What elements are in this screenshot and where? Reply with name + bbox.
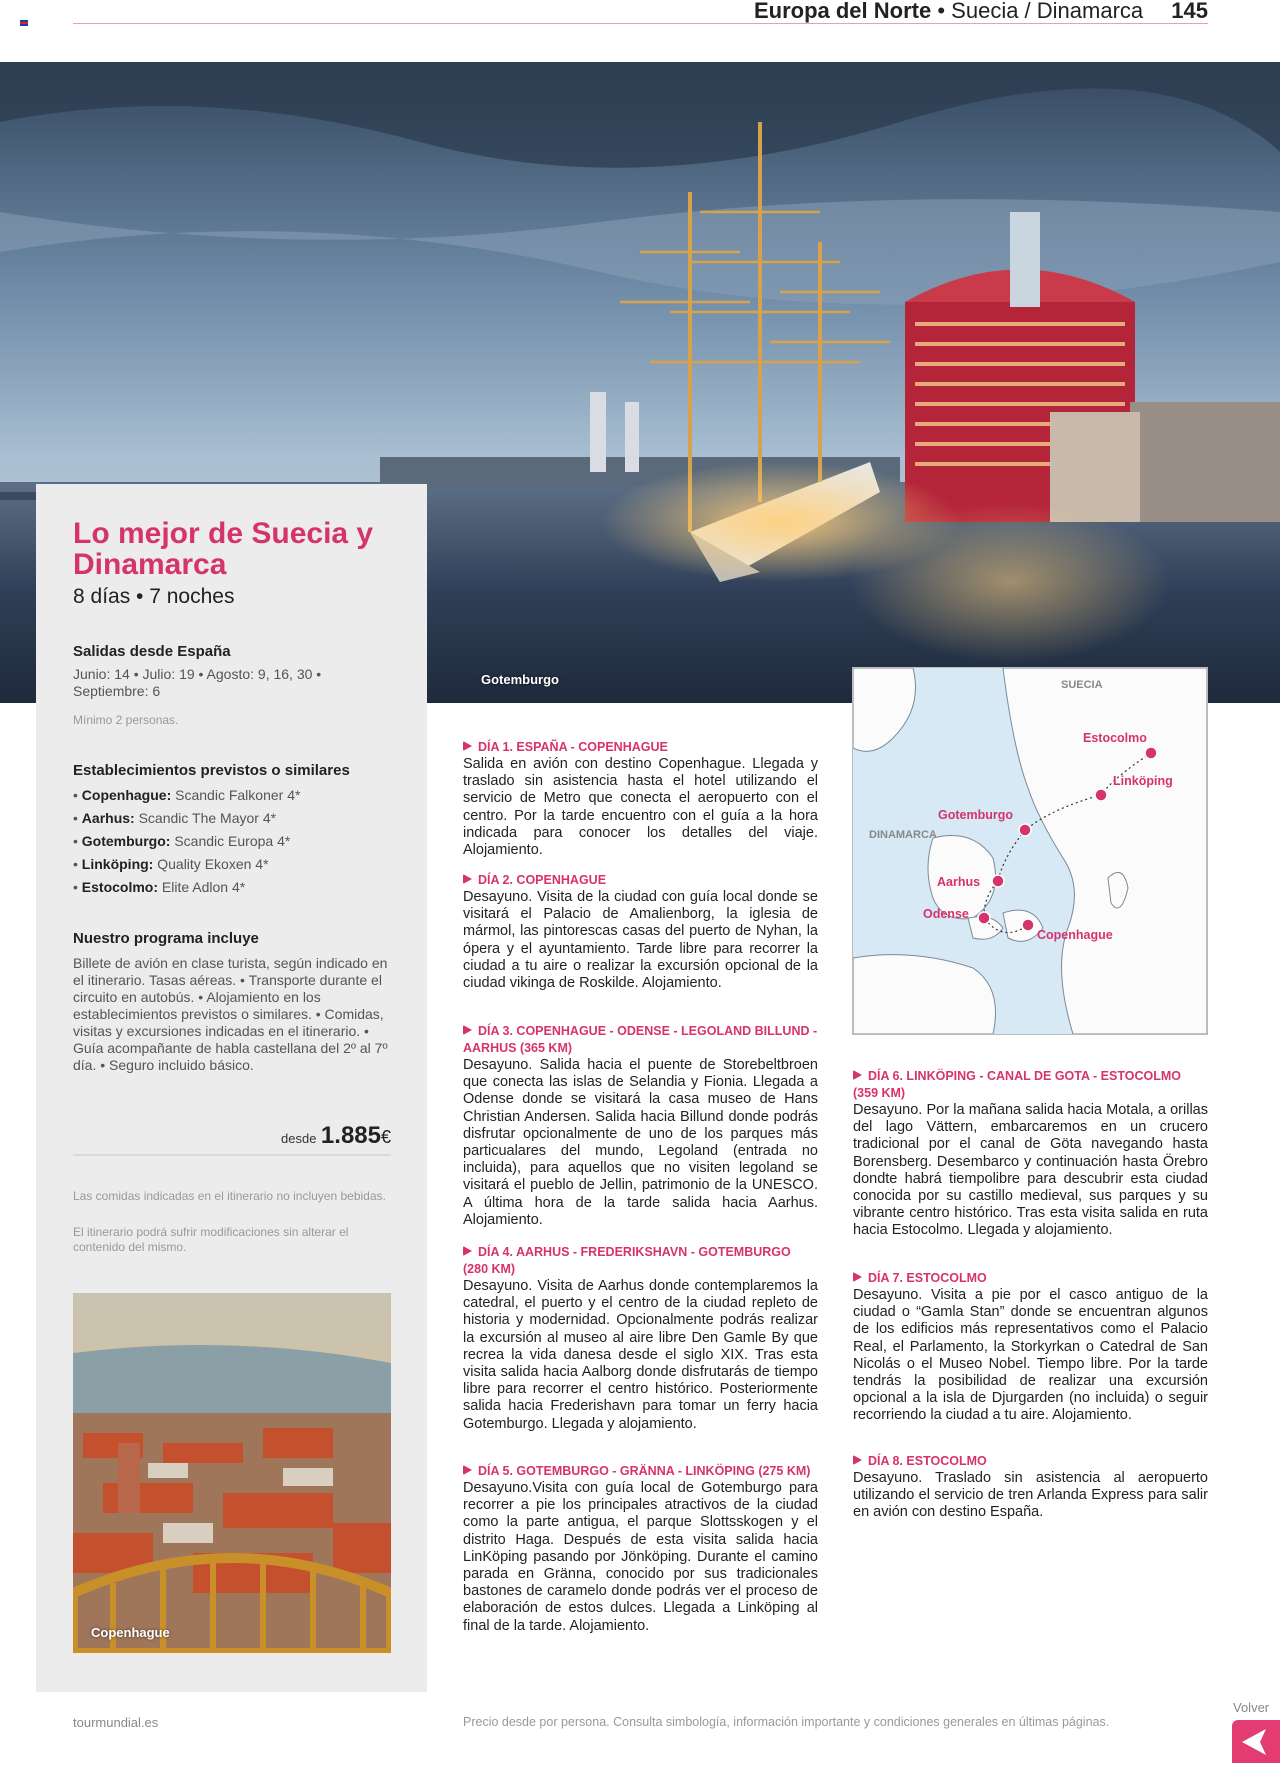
bullet-icon (853, 1070, 862, 1080)
note-meals: Las comidas indicadas en el itinerario no incluyen bebidas. (73, 1189, 386, 1203)
map-marker-gotemburgo (1019, 824, 1031, 836)
map-city-aarhus: Aarhus (937, 875, 981, 889)
day-title: DÍA 3. COPENHAGUE - ODENSE - LEGOLAND BILLUND - AARHUS (365 KM) (463, 1024, 818, 1055)
bullet-icon (463, 874, 472, 884)
map-city-gotemburgo: Gotemburgo (938, 808, 1013, 822)
list-item: • Estocolmo: Elite Adlon 4* (73, 879, 246, 895)
route-map (852, 667, 1208, 1035)
itinerary-day-5 (463, 1463, 818, 1635)
flag-icon (20, 20, 28, 26)
map-graphic (853, 668, 1207, 1034)
day-title: DÍA 6. LINKÖPING - CANAL DE GOTA - ESTOCOLMO (359 KM) (853, 1069, 1181, 1100)
day-title: DÍA 5. GOTEMBURGO - GRÄNNA - LINKÖPING (275 KM) (463, 1463, 818, 1480)
bullet-icon (463, 741, 472, 751)
footer-disclaimer: Precio desde por persona. Consulta simbología, información importante y condiciones generales en últimas páginas. (463, 1715, 1110, 1729)
bullet-icon (463, 1025, 472, 1035)
list-item: • Aarhus: Scandic The Mayor 4* (73, 810, 277, 826)
list-item: • Linköping: Quality Ekoxen 4* (73, 856, 269, 872)
bullet-icon (463, 1246, 472, 1256)
header-countries: Suecia / Dinamarca (951, 0, 1144, 23)
page-number: 145 (1171, 0, 1208, 23)
map-marker-estocolmo (1145, 747, 1157, 759)
map-city-odense: Odense (923, 907, 969, 921)
day-title: DÍA 7. ESTOCOLMO (853, 1270, 1208, 1287)
price-row (73, 1122, 391, 1156)
day-text: Desayuno.Visita con guía local de Gotemburgo para recorrer a pie los principales atractivos de la ciudad como la parte antigua, el parque Slottsskogen y el distrito Haga. Después de esta visita salida hacia LinKöping pasando por Jönköping. Durante el camino parada en Gränna, conocido por sus tradicionales bastones de caramelo donde podrás ver el proceso de elaboración de estos dulces. Llegada a Linköping al final de la tarde. Alojamiento. (463, 1480, 818, 1634)
day-title: DÍA 4. AARHUS - FREDERIKSHAVN - GOTEMBURGO (280 KM) (463, 1245, 791, 1276)
itinerary-day-1 (463, 739, 818, 859)
back-button[interactable] (1232, 1720, 1280, 1763)
day-text: Desayuno. Traslado sin asistencia al aeropuerto utilizando el servicio de tren Arlanda Express para salir en avión con destino España. (853, 1470, 1208, 1521)
price-label: desde (281, 1131, 317, 1146)
day-text: Salida en avión con destino Copenhague. Llegada y traslado sin asistencia hasta el hotel utilizando el servicio de Metro que conecta el aeropuerto con el centro. Por la tarde encuentro con el guía a la hora indicada para conocer los detalles del viaje. Alojamiento. (463, 756, 818, 859)
footer-website[interactable]: tourmundial.es (73, 1715, 159, 1730)
day-title: DÍA 2. COPENHAGUE (463, 872, 818, 889)
bullet-icon (853, 1455, 862, 1465)
day-text: Desayuno. Salida hacia el puente de Storebeltbroen que conecta las islas de Selandia y Fionia. Llegada a Odense donde se visitará la casa museo de Hans Christian Andersen. Salida hacia Billund donde podrás disfrutar opcionalmente de uno de los parques más particualares del mundo, Legoland (entrada no incluida), para aquellos que no visiten legoland se visitará el pueblo de Jellin, patrimonio de la UNESCO. A última hora de la tarde salida hacia Aarhus. Alojamiento. (463, 1057, 818, 1228)
map-label-dinamarca: DINAMARCA (869, 829, 937, 841)
includes-text: Billete de avión en clase turista, según indicado en el itinerario. Tasas aéreas. • Transporte durante el circuito en autobús. • Alojamiento en los establecimientos previstos o similares. • Comidas, visitas y excursiones indicadas en el itinerario. • Guía acompañante de habla castellana del 2º al 7º día. • Seguro incluido básico. (73, 955, 388, 1073)
trip-title: Lo mejor de Suecia y Dinamarca (73, 517, 374, 581)
map-city-copenhague: Copenhague (1037, 928, 1113, 942)
bullet-icon (463, 1465, 472, 1475)
header-region: Europa del Norte (753, 0, 932, 23)
price-value: 1.885 (320, 1122, 381, 1149)
minimum-persons: Mínimo 2 personas. (73, 713, 179, 727)
day-title: DÍA 1. ESPAÑA - COPENHAGUE (463, 739, 818, 756)
day-text: Desayuno. Visita de Aarhus donde contemplaremos la catedral, el puerto y el centro de la ciudad repleto de historia y modernidad. Opcionalmente podrás realizar la excursión al museo al aire libre Den Gamle By que recrea la vida danesa desde el siglo XIX. Tras esta visita salida hacia Aalborg donde disfrutarás de tiempo libre para recorrer el centro histórico. Posteriormente salida hacia Frederishavn para tomar un ferry hacia Gotemburgo. Llegada y alojamiento. (463, 1278, 818, 1432)
map-city-linkoping: Linköping (1113, 774, 1173, 788)
departures-heading: Salidas desde España (73, 643, 231, 660)
hero-caption: Gotemburgo (481, 672, 559, 687)
list-item: • Copenhague: Scandic Falkoner 4* (73, 787, 301, 803)
map-marker-odense (978, 912, 990, 924)
copenhagen-photo (73, 1293, 391, 1653)
map-label-suecia: SUECIA (1061, 679, 1103, 691)
back-label[interactable]: Volver (1233, 1700, 1270, 1715)
trip-duration: 8 días • 7 noches (73, 585, 235, 608)
departures-dates: Junio: 14 • Julio: 19 • Agosto: 9, 16, 30 • Septiembre: 6 (73, 666, 322, 699)
includes-heading: Nuestro programa incluye (73, 930, 259, 947)
day-title: DÍA 8. ESTOCOLMO (853, 1453, 1208, 1470)
itinerary-day-7 (853, 1270, 1208, 1425)
note-itinerary: El itinerario podrá sufrir modificaciones sin alterar el contenido del mismo. (73, 1225, 349, 1254)
map-marker-aarhus (992, 875, 1004, 887)
itinerary-day-3 (463, 1023, 818, 1229)
map-marker-linkoping (1095, 789, 1107, 801)
day-text: Desayuno. Por la mañana salida hacia Motala, a orillas del lago Vättern, embarcaremos en un crucero tradicional por el canal de Göta navegando hasta Borensberg. Desembarco y continuación hasta Örebro dondte habrá tiempolibre para descubrir esta ciudad conocida por su castillo medieval, sus parques y su vibrante centro histórico. Tras esta visita salida en ruta hacia Estocolmo. Llegada y alojamiento. (853, 1102, 1208, 1239)
bullet-icon (853, 1272, 862, 1282)
map-city-estocolmo: Estocolmo (1083, 731, 1147, 745)
hotels-heading: Establecimientos previstos o similares (73, 762, 350, 779)
itinerary-day-8 (853, 1453, 1208, 1522)
itinerary-day-6 (853, 1068, 1208, 1240)
itinerary-day-4 (463, 1244, 818, 1433)
map-marker-copenhague (1022, 919, 1034, 931)
day-text: Desayuno. Visita a pie por el casco antiguo de la ciudad o “Gamla Stan” donde se encuentran algunos de los edificios más representativos como el Palacio Real, el Parlamento, la Storkyrkan o Catedral de San Nicolás o el Museo Nobel. Tiempo libre. Por la tarde tendrás la posibilidad de realizar una excursión opcional a la isla de Djurgarden (no incluida) o seguir recorriendo la ciudad a tu aire. Alojamiento. (853, 1287, 1208, 1424)
day-text: Desayuno. Visita de la ciudad con guía local donde se visitará el Palacio de Amalienborg, la iglesia de mármol, las pintorescas casas del puerto de Nyhan, la ópera y el ayuntamiento. Tarde libre para recorrer la ciudad a tu aire o realizar la excursión opcional de la ciudad vikinga de Roskilde. Alojamiento. (463, 889, 818, 992)
copenhagen-illustration (73, 1293, 391, 1653)
photo-caption: Copenhague (91, 1625, 170, 1640)
list-item: • Gotemburgo: Scandic Europa 4* (73, 833, 291, 849)
page-header (754, 0, 1208, 24)
itinerary-day-2 (463, 872, 818, 992)
back-arrow-icon (1232, 1720, 1280, 1763)
header-separator: • (937, 0, 946, 23)
hotel-list (73, 784, 393, 899)
price-currency: € (380, 1127, 391, 1147)
